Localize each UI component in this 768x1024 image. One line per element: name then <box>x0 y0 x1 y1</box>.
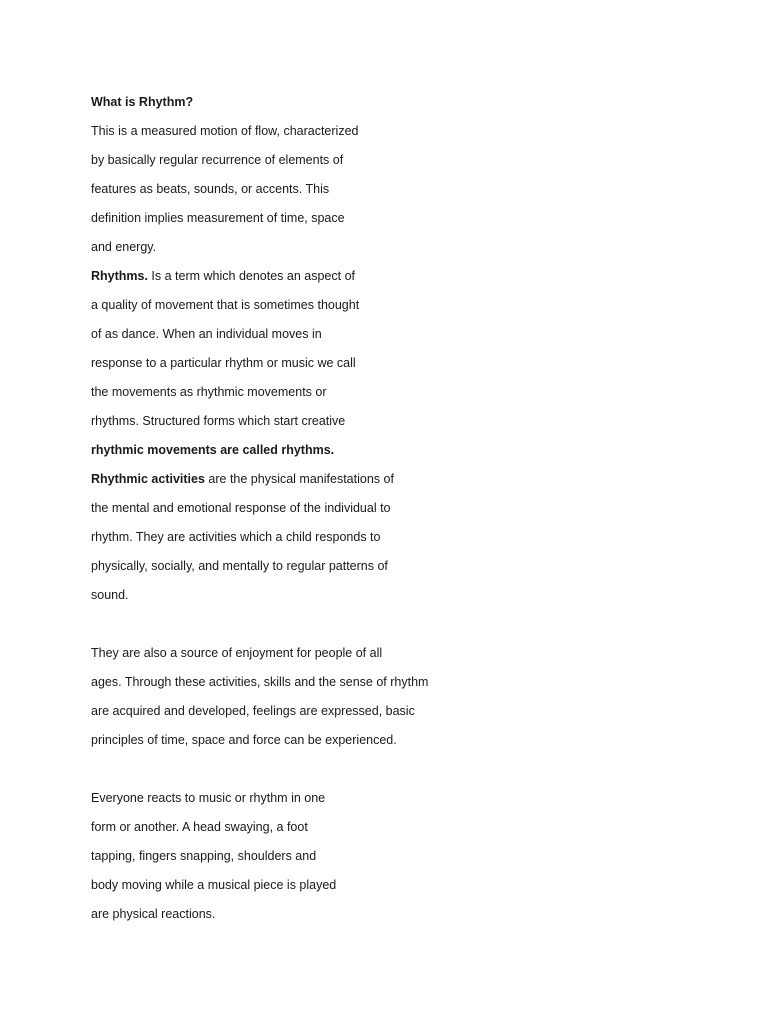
document-text-line <box>91 442 334 458</box>
text-segment: definition implies measurement of time, space <box>91 211 345 225</box>
text-segment: of as dance. When an individual moves in <box>91 327 322 341</box>
document-text-line <box>91 413 345 429</box>
document-text-line <box>91 471 394 487</box>
bold-text-segment: rhythmic movements are called rhythms. <box>91 443 335 457</box>
document-text-line <box>91 210 345 226</box>
document-text-line <box>91 877 336 893</box>
text-segment: sound. <box>91 588 129 602</box>
text-segment: form or another. A head swaying, a foot <box>91 820 308 834</box>
text-segment: response to a particular rhythm or music we call <box>91 356 356 370</box>
document-text-line <box>91 819 308 835</box>
document-text-line <box>91 674 428 690</box>
text-segment: This is a measured motion of flow, characterized <box>91 124 359 138</box>
document-text-line <box>91 529 380 545</box>
document-text-line <box>91 268 355 284</box>
bold-text-segment: What is Rhythm? <box>91 95 194 109</box>
text-segment: rhythm. They are activities which a child responds to <box>91 530 381 544</box>
text-segment: Is a term which denotes an aspect of <box>147 269 356 283</box>
document-text-line <box>91 152 343 168</box>
text-segment: tapping, fingers snapping, shoulders and <box>91 849 317 863</box>
text-segment: the movements as rhythmic movements or <box>91 385 327 399</box>
document-text-line <box>91 906 215 922</box>
text-segment: features as beats, sounds, or accents. This <box>91 182 330 196</box>
text-segment: and energy. <box>91 240 157 254</box>
text-segment: by basically regular recurrence of elements of <box>91 153 344 167</box>
document-text-line <box>91 732 397 748</box>
document-text-line <box>91 384 327 400</box>
text-segment: the mental and emotional response of the individual to <box>91 501 391 515</box>
text-segment: are acquired and developed, feelings are expressed, basic <box>91 704 415 718</box>
document-heading <box>91 94 193 110</box>
text-segment: principles of time, space and force can be experienced. <box>91 733 397 747</box>
text-segment: rhythms. Structured forms which start creative <box>91 414 346 428</box>
document-text-line <box>91 500 391 516</box>
document-text-line <box>91 848 316 864</box>
bold-text-segment: Rhythmic activities <box>91 472 205 486</box>
text-segment: physically, socially, and mentally to regular patterns of <box>91 559 388 573</box>
document-text-line <box>91 239 156 255</box>
document-text-line <box>91 703 415 719</box>
document-text-line <box>91 790 325 806</box>
text-segment: are the physical manifestations of <box>204 472 394 486</box>
text-segment: a quality of movement that is sometimes thought <box>91 298 360 312</box>
text-segment: are physical reactions. <box>91 907 216 921</box>
document-text-line <box>91 355 356 371</box>
document-text-line <box>91 326 322 342</box>
text-segment: Everyone reacts to music or rhythm in one <box>91 791 326 805</box>
bold-text-segment: Rhythms. <box>91 269 148 283</box>
text-segment: They are also a source of enjoyment for people of all <box>91 646 383 660</box>
document-text-line <box>91 558 388 574</box>
document-text-line <box>91 645 382 661</box>
document-text-line <box>91 181 329 197</box>
document-text-line <box>91 297 359 313</box>
text-segment: ages. Through these activities, skills and the sense of rhythm <box>91 675 429 689</box>
document-text-line <box>91 123 358 139</box>
document-text-line <box>91 587 129 603</box>
text-segment: body moving while a musical piece is played <box>91 878 337 892</box>
